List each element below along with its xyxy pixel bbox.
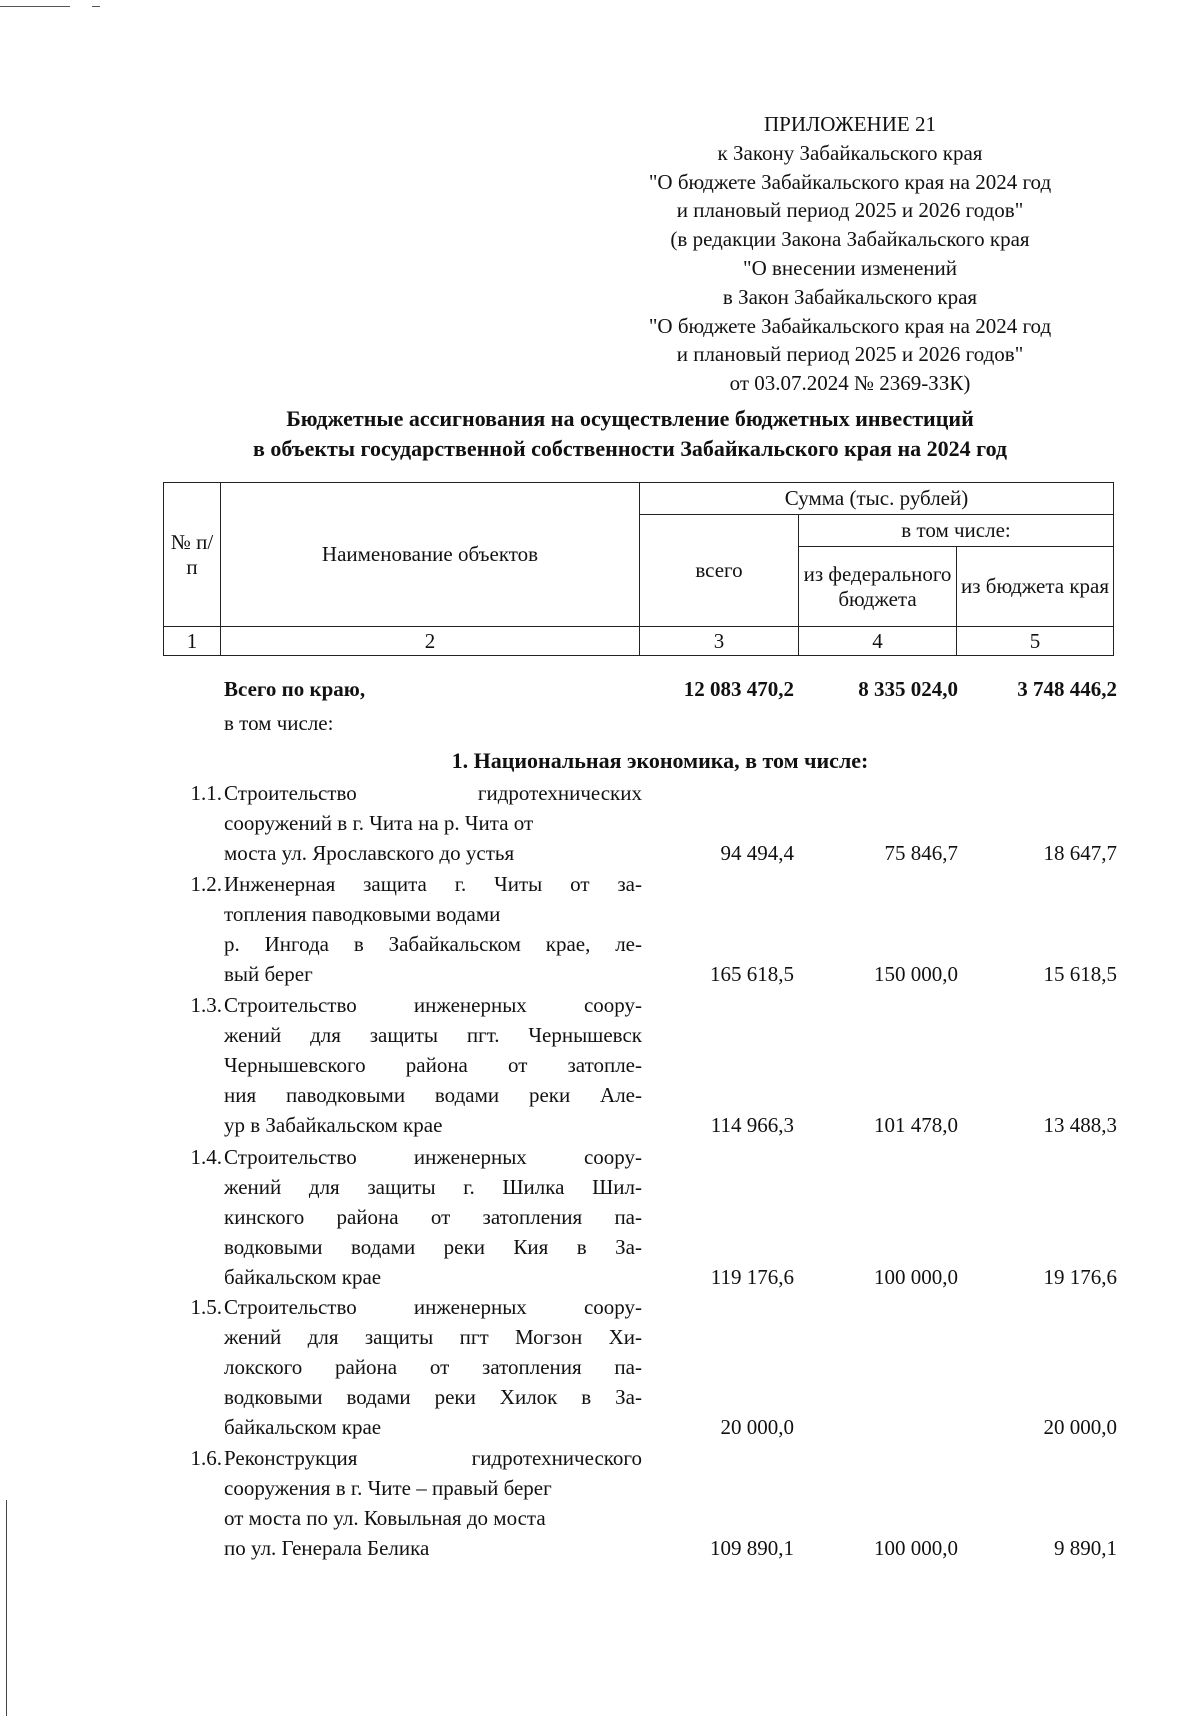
header-num-col: № п/п <box>164 483 221 627</box>
appendix-line: и плановый период 2025 и 2026 годов" <box>676 342 1024 367</box>
appendix-line: "О внесении изменений <box>743 255 957 280</box>
appendix-line: от 03.07.2024 № 2369-ЗЗК) <box>729 371 971 396</box>
row-name: Строительство инженерных соору- жений для защиты пгт Могзон Хи- локского района от затопления па- водковыми водами реки Хилок в За- байкальском крае <box>224 1295 642 1439</box>
row-total: 20 000,0 <box>720 1415 794 1439</box>
header-federal-col: из федерального бюджета <box>799 547 957 627</box>
row-index: 1.2. <box>190 872 222 896</box>
header-total-col: всего <box>640 515 799 627</box>
header-regional-col: из бюджета края <box>957 547 1114 627</box>
row-regional: 19 176,6 <box>1043 1265 1117 1289</box>
row-index: 1.4. <box>190 1145 222 1169</box>
appendix-line: "О бюджете Забайкальского края на 2024 год <box>648 169 1052 194</box>
row-regional: 15 618,5 <box>1043 962 1117 986</box>
row-name: Инженерная защита г. Читы от за- топления паводковыми водами р. Ингода в Забайкальском крае, ле- вый берег <box>224 872 642 986</box>
section-title: 1. Национальная экономика, в том числе: <box>451 748 869 773</box>
header-sum-group: Сумма (тыс. рублей) <box>640 483 1114 515</box>
row-federal: 75 846,7 <box>884 841 958 865</box>
row-total: 109 890,1 <box>710 1536 794 1560</box>
col-number: 5 <box>957 627 1114 656</box>
col-number: 2 <box>221 627 640 656</box>
row-federal: 100 000,0 <box>874 1265 958 1289</box>
scan-artifact <box>92 6 100 7</box>
row-index: 1.6. <box>190 1446 222 1470</box>
row-index: 1.3. <box>190 993 222 1017</box>
header-including: в том числе: <box>799 515 1114 547</box>
appendix-line: "О бюджете Забайкальского края на 2024 год <box>648 313 1052 338</box>
row-regional: 9 890,1 <box>1054 1536 1117 1560</box>
scan-artifact <box>0 6 70 7</box>
row-federal: 150 000,0 <box>874 962 958 986</box>
total-sublabel: в том числе: <box>224 711 334 735</box>
row-name: Реконструкция гидротехнического сооружения в г. Чите – правый берег от моста по ул. Ковыльная до моста по ул. Генерала Белика <box>224 1446 642 1560</box>
row-name: Строительство инженерных соору- жений для защиты пгт. Чернышевск Чернышевского района от затопле- ния паводковыми водами реки Але- ур в Забайкальском крае <box>224 993 642 1137</box>
appendix-line: к Закону Забайкальского края <box>717 140 983 165</box>
row-total: 114 966,3 <box>710 1113 794 1137</box>
appendix-line: ПРИЛОЖЕНИЕ 21 <box>764 112 936 136</box>
total-label: Всего по краю, <box>224 677 366 701</box>
row-federal: 100 000,0 <box>874 1536 958 1560</box>
row-index: 1.1. <box>190 781 222 805</box>
col-number: 3 <box>640 627 799 656</box>
header-name-col: Наименование объектов <box>221 483 640 627</box>
title-line-2: в объекты государственной собственности Забайкальского края на 2024 год <box>252 436 1008 461</box>
row-total: 165 618,5 <box>710 962 794 986</box>
total-regional: 3 748 446,2 <box>1017 677 1117 701</box>
row-total: 119 176,6 <box>710 1265 794 1289</box>
total-federal: 8 335 024,0 <box>858 677 958 701</box>
appendix-line: и плановый период 2025 и 2026 годов" <box>676 198 1024 223</box>
row-regional: 20 000,0 <box>1043 1415 1117 1439</box>
col-number: 1 <box>164 627 221 656</box>
total-row <box>0 674 1200 704</box>
table-header <box>163 482 1114 656</box>
row-federal: 101 478,0 <box>874 1113 958 1137</box>
title-line-1: Бюджетные ассигнования на осуществление бюджетных инвестиций <box>286 406 974 431</box>
total-sum: 12 083 470,2 <box>683 677 794 701</box>
col-number: 4 <box>799 627 957 656</box>
row-regional: 18 647,7 <box>1043 841 1117 865</box>
scan-artifact <box>6 1500 7 1716</box>
appendix-line: (в редакции Закона Забайкальского края <box>670 227 1030 252</box>
row-name: Строительство гидротехнических сооружений в г. Чита на р. Чита от моста ул. Ярославского до устья <box>224 781 642 865</box>
row-regional: 13 488,3 <box>1043 1113 1117 1137</box>
appendix-line: в Закон Забайкальского края <box>722 284 978 309</box>
document-title <box>150 404 1110 464</box>
row-total: 94 494,4 <box>720 841 794 865</box>
appendix-header <box>600 110 1100 398</box>
row-name: Строительство инженерных соору- жений для защиты г. Шилка Шил- кинского района от затопления па- водковыми водами реки Кия в За- байкальском крае <box>224 1145 642 1289</box>
row-index: 1.5. <box>190 1295 222 1319</box>
